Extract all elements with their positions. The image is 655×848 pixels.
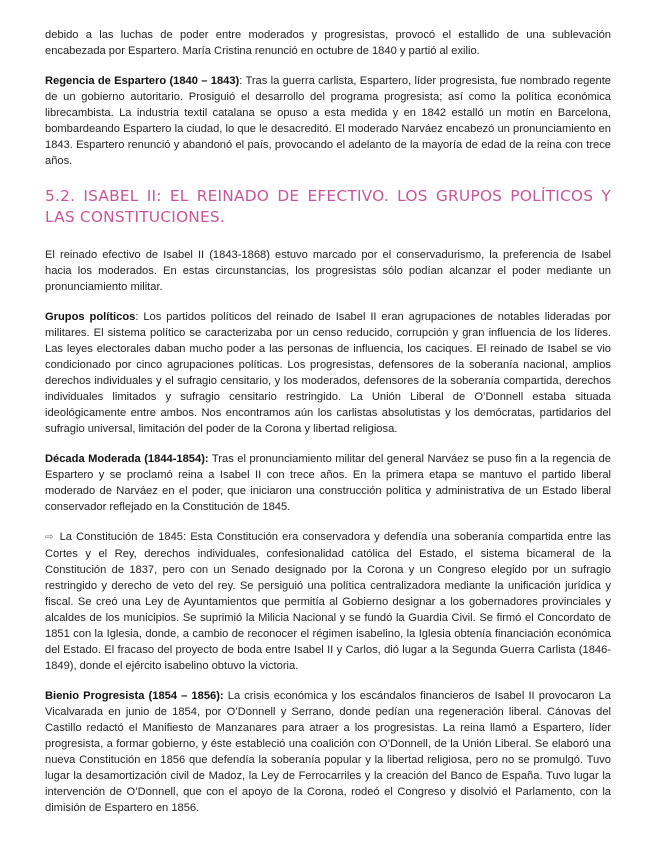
paragraph-text: debido a las luchas de poder entre moderados y progresistas, provocó el estallido de una sublevación encabezada por Espartero. María Cristina renunció en octubre de 1840 y partió al exilio. [45, 29, 611, 57]
paragraph-text: : Tras la guerra carlista, Espartero, líder progresista, fue nombrado regente de un gobierno autoritario. Prosiguió el desarrollo del programa progresista; así como la política económica librecambista. La industria textil catalana se opuso a esta medida y en 1842 estalló un motín en Barcelona, bombardeando Espartero la ciudad, lo que le desacreditó. El moderado Narváez encabezó un pronunciamiento en 1843. Espartero renunció y abandonó el país, provocando el adelanto de la mayoría de edad de la reina con trece años. [45, 75, 611, 167]
document-page [45, 27, 611, 830]
paragraph-regencia-espartero [45, 73, 611, 169]
paragraph-title: Regencia de Espartero (1840 – 1843) [45, 75, 240, 87]
paragraph-title: Década Moderada (1844-1854): [45, 453, 209, 465]
paragraph-title: Grupos políticos [45, 311, 136, 323]
paragraph-text: Tras el pronunciamiento militar del general Narváez se puso fin a la regencia de Espartero y se proclamó reina a Isabel II con trece años. En la primera etapa se mantuvo el partido liberal moderado de Narváez en el poder, que iniciaron una construcción política y administrativa de un Estado liberal conservador reflejado en la Constitución de 1845. [45, 453, 611, 513]
paragraph-reinado-efectivo [45, 247, 611, 295]
arrow-right-icon: ⇨ [45, 532, 54, 543]
section-heading: 5.2. ISABEL II: EL REINADO DE EFECTIVO. LOS GRUPOS POLÍTICOS Y LAS CONSTITUCIONES. [45, 187, 611, 226]
paragraph-text: : Los partidos políticos del reinado de Isabel II eran agrupaciones de notables lideradas por militares. El sistema político se caracterizaba por un censo reducido, corrupción y gran influencia de los líderes. Las leyes electorales daban mucho poder a las personas de influencia, los caciques. El reinado de Isabel se vio condicionado por cinco agrupaciones políticas. Los progresistas, defensores de la soberanía nacional, amplios derechos individuales y el sufragio censitario, y los moderados, defensores de la soberanía compartida, derechos individuales limitados y sufragio censitario restringido. La Unión Liberal de O’Donnell estaba situada ideológicamente entre ambos. Nos encontramos aún los carlistas absolutistas y los demócratas, partidarios del sufragio universal, limitación del poder de la Corona y libertad religiosa. [45, 311, 611, 435]
paragraph-constitucion-1845 [45, 529, 611, 674]
paragraph-grupos-politicos [45, 309, 611, 437]
paragraph-decada-moderada [45, 451, 611, 515]
paragraph-text: La crisis económica y los escándalos financieros de Isabel II provocaron La Vicalvarada en junio de 1854, por O’Donnell y Serrano, donde pedían una regeneración liberal. Cánovas del Castillo redactó el Manifiesto de Manzanares para atraer a los progresistas. La reina llamó a Espartero, líder progresista, a formar gobierno, y éste estableció una coalición con O’Donnell, de la Unión Liberal. Se elaboró una nueva Constitución en 1856 que defendía la soberanía popular y la libertad religiosa, pero no se promulgó. Tuvo lugar la desamortización civil de Madoz, la Ley de Ferrocarriles y la creación del Banco de España. Tuvo lugar la intervención de O’Donnell, que con el apoyo de la Corona, rodeó el Congreso y disolvió el Parlamento, con la dimisión de Espartero en 1856. [45, 690, 611, 814]
paragraph-title: Bienio Progresista (1854 – 1856): [45, 690, 224, 702]
paragraph-text: El reinado efectivo de Isabel II (1843-1868) estuvo marcado por el conservadurismo, la preferencia de Isabel hacia los moderados. En estas circunstancias, los progresistas sólo podían alcanzar el poder mediante un pronunciamiento militar. [45, 249, 611, 293]
paragraph-bienio-progresista [45, 688, 611, 816]
paragraph-maria-cristina-exile [45, 27, 611, 59]
paragraph-text: La Constitución de 1845: Esta Constitución era conservadora y defendía una soberanía compartida entre las Cortes y el Rey, derechos individuales, confesionalidad católica del Estado, el sistema bicameral de la Constitución de 1837, pero con un Senado designado por la Corona y un Congreso elegido por un sufragio restringido y derecho de veto del rey. Se persiguió una política centralizadora mediante la unificación jurídica y fiscal. Se creó una Ley de Ayuntamientos que permitía al Gobierno designar a los gobernadores provinciales y alcaldes de los municipios. Se suprimió la Milicia Nacional y se fundó la Guardia Civil. Se firmó el Concordato de 1851 con la Iglesia, donde, a cambio de reconocer el régimen isabelino, la Iglesia obtenía financiación económica del Estado. El fracaso del proyecto de boda entre Isabel II y Carlos, dió lugar a la Segunda Guerra Carlista (1846-1849), donde el ejército isabelino obtuvo la victoria. [45, 531, 611, 672]
